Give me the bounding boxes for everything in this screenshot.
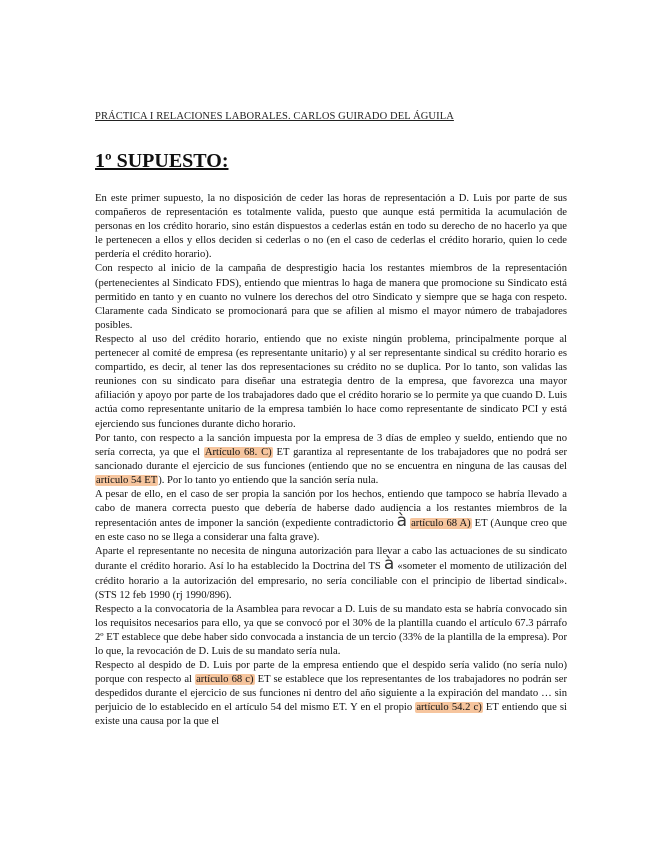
paragraph: En este primer supuesto, la no disposición de ceder las horas de representación a D. Luis por parte de sus compañeros de representación es totalmente valida, puesto que aunque está permitida la acumulación de personas en los crédito horario, sino están dispuestos a cederlas están en todo su derecho de no hacerlo ya que le pertenecen a ellos y ellos deciden si cederlas o no (en el caso de cederlas el crédito horario, quien lo cede perdería el crédito horario). [95,193,567,261]
paragraph [95,432,567,488]
paragraph: Respecto a la convocatoria de la Asamblea para revocar a D. Luis de su mandato esta se habría convocado sin los requisitos necesarios para ello, ya que se convocó por el 30% de la plantilla cuando el artículo 67.3 párrafo 2º ET establece que debe haber sido convocada a instancia de un tercio (33% de la plantilla de la empresa). Por lo que, la revocación de D. Luis de su mandato sería nula. [95,603,567,657]
highlighted-article-reference: artículo 68 A) [411,518,471,530]
section-title: 1º SUPUESTO: [95,150,229,172]
document-header: PRÁCTICA I RELACIONES LABORALES. CARLOS GUIRADO DEL ÁGUILA [95,111,454,122]
text-run: Aparte el representante no necesita de ninguna autorización para llevar a cabo las actuaciones de su sindicato durante el crédito horario. Así lo ha establecido la Doctrina del TS [95,546,567,573]
text-run: ). Por lo tanto yo entiendo que la sanción sería nula. [158,474,379,486]
paragraph [95,488,567,545]
highlighted-article-reference: Artículo 68. C) [204,446,272,458]
text-run: ET se establece que los representantes de los trabajadores no podrán ser despedidos durante el ejercicio de sus funciones ni dentro del año siguiente a la expiración del mandato … sin perjuicio de lo establecido en el artículo 54 del mismo ET. Y en el propio [95,674,567,714]
paragraph [95,545,567,602]
text-run: ET garantiza al representante de los trabajadores que no podrá ser sancionado durante el ejercicio de sus funciones (entiendo que no se encuentra en ninguna de las causas del [95,446,567,472]
text-run: «someter el momento de utilización del crédito horario a la autorización del empresario, no sería conciliable con el principio de libertad sindical». (STS 12 feb 1990 (rj 1990/896). [95,561,567,601]
paragraph: Respecto al uso del crédito horario, entiendo que no existe ningún problema, principalmente porque al pertenecer al comité de empresa (es representante unitario) y al ser representante sindical su crédito horario es compartido, es decir, al tener las dos representaciones su crédito no se duplica. Por lo tanto, son validas las reuniones con su sindicato para diseñar una estrategia dentro de la empresa, que favorezca una mayor afiliación y apoyo por parte de los trabajadores dado que el crédito horario se lo permite ya que cuando D. Luis actúa como representante unitario de la empresa también lo hace como representante de sindicato PCI y está ejerciendo sus funciones durante dicho horario. [95,333,567,430]
highlighted-article-reference: artículo 54.2 c) [416,702,482,714]
stray-a-glyph: à [383,554,395,575]
text-run: A pesar de ello, en el caso de ser propia la sanción por los hechos, entiendo que tampoco se habría llevado a cabo de manera correcta puesto que debería de haberse dado audiencia a los restantes miembros de la representación antes de imponer la sanción (expediente contradictorio [95,488,567,530]
stray-a-glyph: à [396,511,408,532]
highlighted-article-reference: artículo 68 c) [196,674,254,686]
document-body [95,192,567,730]
highlighted-article-reference: artículo 54 ET [96,474,158,486]
text-run: Respecto al despido de D. Luis por parte de la empresa entiendo que el despido sería valido (no sería nulo) porque con respecto al [95,660,567,686]
text-run: ET (Aunque creo que en este caso no se llega a considerar una falta grave). [95,518,568,544]
text-run: ET entiendo que si existe una causa por la que el [95,702,568,728]
paragraph [95,659,567,729]
paragraph: Con respecto al inicio de la campaña de desprestigio hacia los restantes miembros de la representación (pertenecientes al Sindicato FDS), entiendo que mientras lo haga de manera que promocione su Sindicato está permitido en tanto y en cuanto no vulnere los derechos del otro Sindicato y siempre que se haga con respeto. Claramente cada Sindicato se promocionará para que se afilien al mismo el mayor número de trabajadores posibles. [95,263,567,331]
text-run: Por tanto, con respecto a la sanción impuesta por la empresa de 3 días de empleo y sueldo, entiendo que no sería correcta, ya que el [95,432,567,458]
